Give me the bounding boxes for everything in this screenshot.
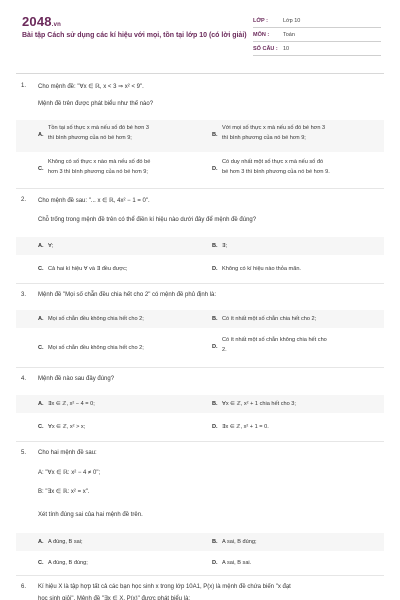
question-divider (16, 283, 384, 284)
options-row (16, 237, 384, 255)
worksheet-header (0, 0, 400, 62)
worksheet-meta (253, 14, 381, 56)
question-text-continued: học sinh giỏi". Mệnh đề "∃x ∈ X, P(x)" được phát biểu là: (38, 596, 191, 600)
site-logo[interactable]: 2048.vn (22, 14, 62, 29)
question-divider (16, 188, 384, 189)
header-divider (16, 73, 384, 74)
worksheet-title: Bài tập Cách sử dụng các kí hiệu với mọi, tồn tại lớp 10 (có lời giải) (22, 32, 247, 39)
statement-a: A: "∀x ∈ ℝ: x² − 4 ≠ 0"; (38, 470, 101, 476)
question-divider (16, 575, 384, 576)
statement-b: B: "∃x ∈ ℝ: x² = x". (38, 489, 90, 495)
question-prompt: Xét tính đúng sai của hai mệnh đề trên. (38, 512, 143, 518)
question-divider (16, 441, 384, 442)
question-prompt: Chỗ trống trong mệnh đề trên có thể điền kí hiệu nào dưới đây để mệnh đề đúng? (38, 217, 257, 223)
question-divider (16, 367, 384, 368)
meta-row-subject: MÔN : Toán (253, 28, 381, 42)
meta-row-count: SỐ CÂU : 10 (253, 42, 381, 56)
meta-row-class: LỚP : Lớp 10 (253, 14, 381, 28)
question-prompt: Mệnh đề trên được phát biểu như thế nào? (38, 101, 154, 107)
